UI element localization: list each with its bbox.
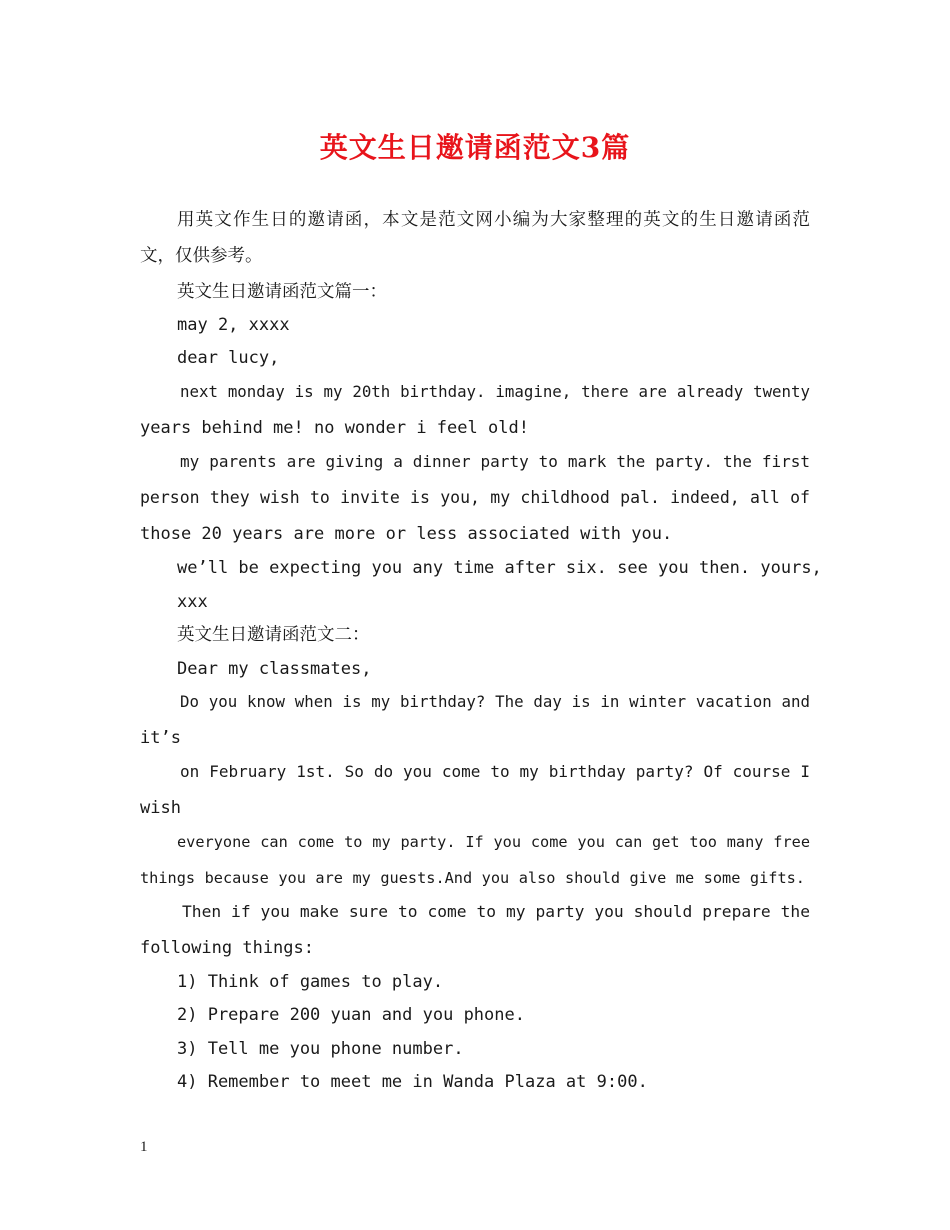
letter-1-p2-line-1: my parents are giving a dinner party to mark the party. the first <box>180 452 810 471</box>
list-item: 4) Remember to meet me in Wanda Plaza at 9:00. <box>177 1072 648 1092</box>
letter-1-p1-line-1: next monday is my 20th birthday. imagine, there are already twenty <box>180 382 810 401</box>
section-2-heading: 英文生日邀请函范文二： <box>177 625 370 645</box>
intro-line-2: 文，仅供参考。 <box>140 246 263 266</box>
letter-1-p2-line-2: person they wish to invite is you, my childhood pal. indeed, all of <box>140 488 810 507</box>
letter-1-p3-line-1: we’ll be expecting you any time after six. see you then. yours, <box>177 558 822 578</box>
page-title: 英文生日邀请函范文3篇 <box>319 131 631 164</box>
letter-2-p1-line-2: it’s <box>140 728 181 748</box>
section-1-heading: 英文生日邀请函范文篇一： <box>177 282 387 302</box>
page-number: 1 <box>140 1139 148 1155</box>
letter-2-p3-line-1: everyone can come to my party. If you come you can get too many free <box>177 833 810 851</box>
letter-1-date: may 2, xxxx <box>177 315 290 335</box>
letter-2-p4-line-1: Then if you make sure to come to my party you should prepare the <box>182 902 810 921</box>
list-item: 3) Tell me you phone number. <box>177 1039 464 1059</box>
letter-1-p2-line-3: those 20 years are more or less associated with you. <box>140 524 673 544</box>
list-item: 1) Think of games to play. <box>177 972 444 992</box>
letter-2-p4-line-2: following things: <box>140 938 314 958</box>
letter-2-p2-line-2: wish <box>140 798 181 818</box>
letter-1-greeting: dear lucy, <box>177 348 280 368</box>
list-item: 2) Prepare 200 yuan and you phone. <box>177 1005 525 1025</box>
letter-1-p1-line-2: years behind me! no wonder i feel old! <box>140 418 529 438</box>
letter-1-signature: xxx <box>177 592 208 612</box>
letter-2-p1-line-1: Do you know when is my birthday? The day is in winter vacation and <box>180 692 810 711</box>
letter-2-p3-line-2: things because you are my guests.And you also should give me some gifts. <box>140 869 805 887</box>
letter-2-greeting: Dear my classmates, <box>177 659 372 679</box>
letter-2-p2-line-1: on February 1st. So do you come to my birthday party? Of course I <box>180 762 810 781</box>
intro-line-1: 用英文作生日的邀请函，本文是范文网小编为大家整理的英文的生日邀请函范 <box>177 210 810 230</box>
